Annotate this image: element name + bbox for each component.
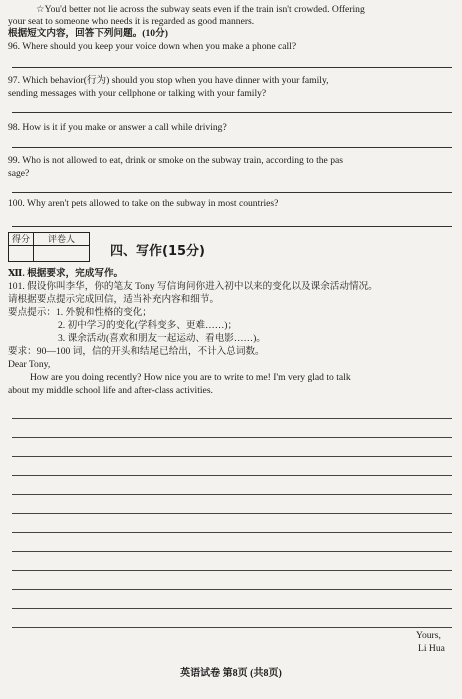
- answer-line-100: [12, 226, 452, 227]
- writing-line: [12, 513, 452, 514]
- hint-2: 2. 初中学习的变化(学科变多、更难……)；: [58, 320, 238, 331]
- writing-line: [12, 532, 452, 533]
- hints-label: 要点提示：1. 外貌和性格的变化；: [8, 307, 152, 318]
- writing-line: [12, 608, 452, 609]
- writing-line: [12, 437, 452, 438]
- letter-closing: Yours,: [416, 630, 441, 641]
- answer-line-96: [12, 67, 452, 68]
- writing-line: [12, 475, 452, 476]
- reading-instruction: 根据短文内容，回答下列问题。(10分): [8, 28, 168, 39]
- answer-line-99: [12, 192, 452, 193]
- section-title: 四、写作(15分): [110, 244, 205, 259]
- question-97: 97. Which behavior(行为) should you stop when you have dinner with your family,: [8, 75, 329, 86]
- score-box: [8, 232, 90, 262]
- answer-line-98: [12, 147, 452, 148]
- writing-prompt-1: 101. 假设你叫李华，你的笔友 Tony 写信询问你进入初中以来的变化以及课余活动情况。: [8, 281, 378, 292]
- answer-line-97: [12, 112, 452, 113]
- writing-heading: Ⅻ. 根据要求，完成写作。: [8, 268, 124, 279]
- writing-prompt-2: 请根据要点提示完成回信，适当补充内容和细节。: [8, 294, 220, 305]
- page-footer: 英语试卷 第8页 (共8页): [180, 668, 282, 679]
- letter-opening-2: about my middle school life and after-class activities.: [8, 385, 213, 396]
- grader-box-label: 评卷人: [47, 234, 75, 244]
- passage-line-1: ☆You'd better not lie across the subway seats even if the train isn't crowded. Offering: [36, 4, 365, 15]
- question-99-cont: sage?: [8, 168, 30, 179]
- passage-line-2: your seat to someone who needs it is regarded as good manners.: [8, 16, 255, 27]
- letter-signature: Li Hua: [418, 643, 445, 654]
- writing-line: [12, 551, 452, 552]
- writing-line: [12, 456, 452, 457]
- hint-3: 3. 课余活动(喜欢和朋友一起运动、看电影……)。: [58, 333, 266, 344]
- question-96: 96. Where should you keep your voice down when you make a phone call?: [8, 41, 297, 52]
- writing-requirement: 要求：90—100 词，信的开头和结尾已给出，不计入总词数。: [8, 346, 265, 357]
- score-box-label: 得分: [9, 233, 34, 245]
- writing-line: [12, 494, 452, 495]
- writing-line: [12, 627, 452, 628]
- writing-line: [12, 589, 452, 590]
- question-99: 99. Who is not allowed to eat, drink or smoke on the subway train, according to the pas: [8, 155, 343, 166]
- letter-greeting: Dear Tony,: [8, 359, 51, 370]
- question-100: 100. Why aren't pets allowed to take on the subway in most countries?: [8, 198, 279, 209]
- writing-line: [12, 570, 452, 571]
- writing-line: [12, 418, 452, 419]
- question-98: 98. How is it if you make or answer a call while driving?: [8, 122, 227, 133]
- letter-opening-1: How are you doing recently? How nice you are to write to me! I'm very glad to talk: [30, 372, 351, 383]
- question-97-cont: sending messages with your cellphone or talking with your family?: [8, 88, 267, 99]
